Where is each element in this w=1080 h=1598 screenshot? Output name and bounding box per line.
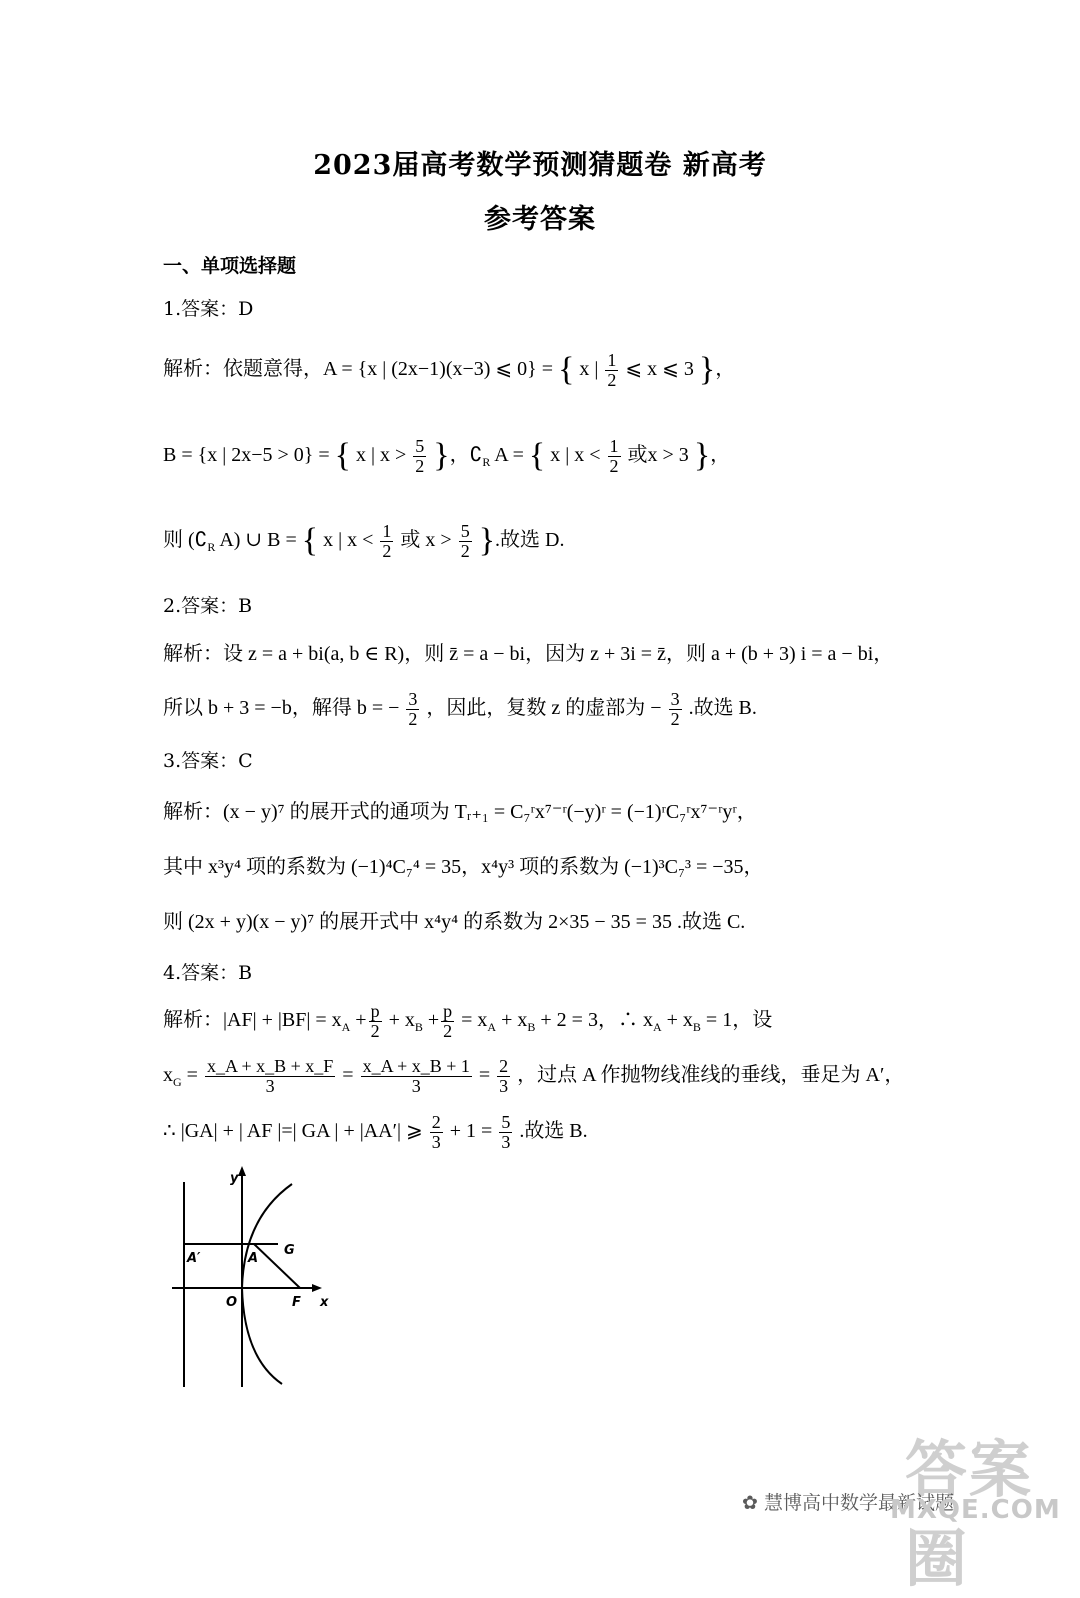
parabola-diagram: [170, 1162, 350, 1392]
watermark-channel: ✿ 慧博高中数学最新试题: [742, 1492, 954, 1514]
label-o: O: [226, 1295, 238, 1310]
section-heading: 一、单项选择题: [163, 255, 297, 277]
label-y: y: [230, 1171, 239, 1186]
fraction: $\frac{1}{2}$: [382, 521, 392, 561]
fraction: $\frac{1}{2}$: [607, 350, 617, 390]
fraction: $\frac{3}{2}$: [670, 689, 680, 729]
label-a-prime: A′: [187, 1251, 201, 1266]
fraction: $\frac{5}{2}$: [415, 436, 425, 476]
q1-line2: B = {x | 2x−5 > 0} = { x | x > $\frac{5}{2}$ }，$∁_R$ A = { x | x < $\frac{1}{2}$ 或x > 3 }，: [163, 436, 731, 476]
q1-line1: 解析：依题意得，A = {x | (2x−1)(x−3) ⩽ 0} = { x | $\frac{1}{2}$ ⩽ x ⩽ 3 }，: [163, 350, 736, 390]
q1-line3: 则 ($∁_R$ A) ∪ B = { x | x < $\frac{1}{2}$ 或 x > $\frac{5}{2}$ }.故选 D.: [163, 521, 565, 561]
fraction: $\frac{5}{3}$: [501, 1112, 511, 1152]
q2-line1: 解析：设 z = a + bi(a, b ∈ R)，则 z̄ = a − bi，因为 z + 3i = z̄，则 a + (b + 3) i = a − bi，: [163, 643, 894, 665]
label-g: G: [284, 1243, 295, 1258]
label-f: F: [292, 1295, 301, 1310]
q3-answer: 3.答案：C: [163, 750, 253, 772]
y-axis-arrow: [238, 1166, 246, 1176]
q2-line2: 所以 b + 3 = −b，解得 b = − $\frac{3}{2}$ ，因此，复数 z 的虚部为 − $\frac{3}{2}$ .故选 B.: [163, 689, 757, 729]
q3-line3: 则 (2x + y)(x − y)⁷ 的展开式中 x⁴y⁴ 的系数为 2×35 − 35 = 35 .故选 C.: [163, 911, 746, 933]
parabola-curve: [242, 1184, 292, 1384]
q4-line3: ∴ |GA| + | AF |=| GA | + |AA′| ⩾ $\frac{2}{3}$ + 1 = $\frac{5}{3}$ .故选 B.: [163, 1112, 588, 1152]
q3-line2: 其中 x³y⁴ 项的系数为 (−1)⁴C₇⁴ = 35，x⁴y³ 项的系数为 (−1)³C₇³ = −35，: [163, 856, 764, 878]
q4-answer: 4.答案：B: [163, 962, 253, 984]
fraction: $\frac{p}{2}$: [443, 1001, 453, 1041]
q1-answer: 1.答案：D: [163, 298, 254, 320]
q4-line2: $x_G$ = $\frac{x\_A + x\_B + x\_F}{3}$ = $\frac{x\_A + x\_B + 1}{3}$ = $\frac{2}{3}$ ，过点 A 作抛物线准线的垂线，垂足为 A′，: [163, 1056, 905, 1096]
fraction: $\frac{3}{2}$: [408, 689, 418, 729]
watermark-site: MXQE.COM: [890, 1495, 1061, 1525]
q4-line1: 解析：$|AF| + |BF| = x_A$ + $\frac{p}{2}$ + $x_B$ + $\frac{p}{2}$ = $x_A + x_B + 2 = 3$，∴ $x_A + x_B = 1$，设: [163, 1001, 773, 1041]
fraction: $\frac{x\_A + x\_B + 1}{3}$: [362, 1056, 470, 1096]
q2-answer: 2.答案：B: [163, 595, 253, 617]
fraction: $\frac{p}{2}$: [370, 1001, 380, 1041]
fraction: $\frac{5}{2}$: [460, 521, 470, 561]
x-axis-arrow: [312, 1284, 322, 1292]
page-title: 2023届高考数学预测猜题卷 新高考: [313, 150, 767, 181]
label-x: x: [320, 1295, 329, 1310]
label-a: A: [248, 1251, 259, 1266]
wechat-icon: ✿: [742, 1492, 758, 1514]
watermark-logo: 答案圈: [905, 1433, 1034, 1595]
fraction: $\frac{2}{3}$: [431, 1112, 441, 1152]
page-subtitle: 参考答案: [484, 204, 596, 235]
q3-line1: 解析：(x − y)⁷ 的展开式的通项为 Tᵣ₊₁ = C₇ʳx⁷⁻ʳ(−y)ʳ = (−1)ʳC₇ʳx⁷⁻ʳyʳ，: [163, 801, 757, 823]
fraction: $\frac{2}{3}$: [499, 1056, 509, 1096]
fraction: $\frac{1}{2}$: [609, 436, 619, 476]
fraction: $\frac{x\_A + x\_B + x\_F}{3}$: [206, 1056, 334, 1096]
